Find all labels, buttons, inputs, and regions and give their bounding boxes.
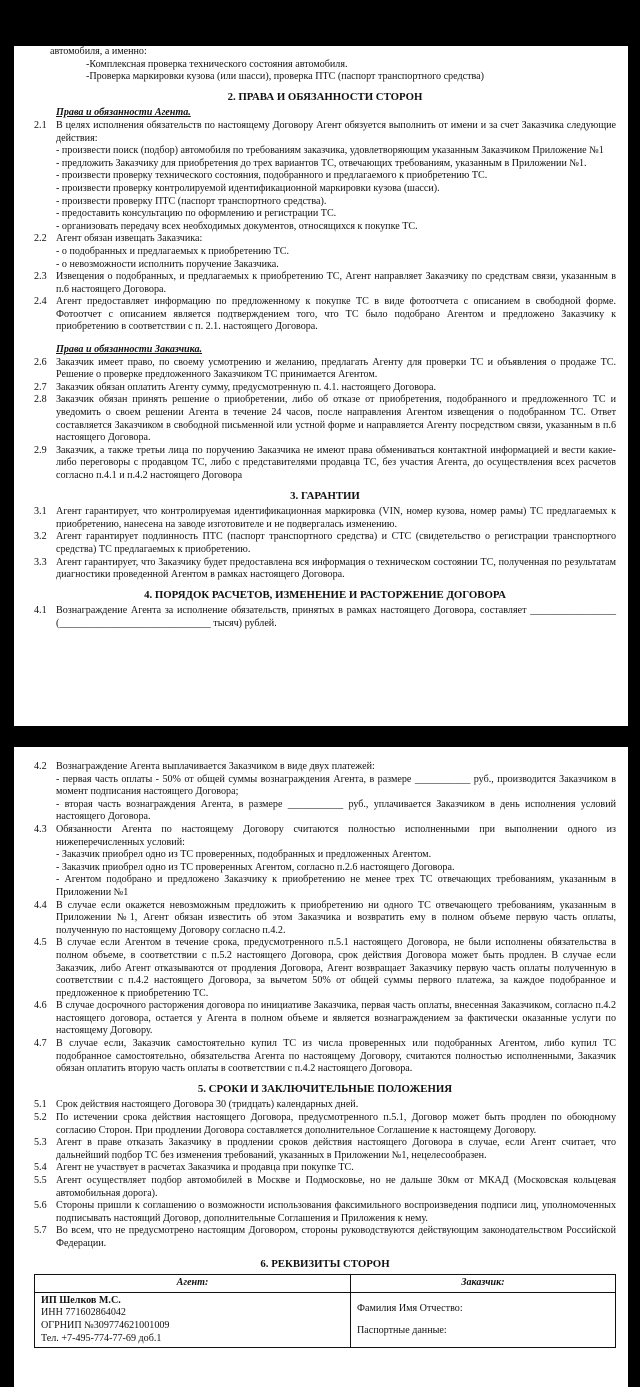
clause-line: - Агентом подобрано и предложено Заказчику к приобретению не менее трех ТС отвечающих требованиям, указанным в Приложении №1 bbox=[56, 874, 616, 898]
clause-number: 5.2 bbox=[34, 1112, 47, 1124]
clause-text bbox=[56, 1225, 616, 1250]
clause-text bbox=[56, 1112, 616, 1137]
clause-text bbox=[56, 605, 616, 630]
clause-number: 2.3 bbox=[34, 271, 47, 283]
clause-text bbox=[56, 394, 616, 444]
clause-3-1 bbox=[34, 506, 616, 531]
clause-line: Агент в праве отказать Заказчику в продлении сроков действия настоящего Договора в случае, если Агент считает, что дальнейший подбор ТС без изменения требований, указанных в Приложении №1, нецелесообразен. bbox=[56, 1137, 616, 1161]
clause-4-6 bbox=[34, 1000, 616, 1038]
document-page-2 bbox=[14, 747, 628, 1387]
page-1-content bbox=[14, 46, 628, 631]
clause-line: В случае досрочного расторжения договора по инициативе Заказчика, первая часть оплаты, внесенная Заказчиком, согласно п.4.2 настоящего договора, остается у Агента в полном объеме и является вознаграждением за фактически оказанные услуги по настоящему Договору. bbox=[56, 1000, 616, 1037]
intro-line: автомобиля, а именно: bbox=[50, 46, 147, 57]
clause-2-3 bbox=[34, 271, 616, 296]
clause-number: 4.1 bbox=[34, 605, 47, 617]
clause-line: - Заказчик приобрел одно из ТС проверенных, подобранных и предложенных Агентом. bbox=[56, 849, 432, 861]
clause-line: Срок действия настоящего Договора 30 (тридцать) календарных дней. bbox=[56, 1099, 359, 1111]
clause-line: В случае если окажется невозможным предложить к приобретению ни одного ТС отвечающего требованиям, указанным в Приложении №1, Агент обязан известить об этом Заказчика и возвратить ему в полном объеме первую часть оплаты, полученную по настоящему Договору согласно п.4.2. bbox=[56, 899, 616, 936]
clause-line: - вторая часть вознаграждения Агента, в размере ___________ руб., уплачивается Заказчиком в день исполнения условий настоящего Договора. bbox=[56, 798, 616, 823]
clause-line: - о невозможности исполнить поручение Заказчика. bbox=[56, 258, 279, 270]
clause-line: - произвести проверку ПТС (паспорт транспортного средства). bbox=[56, 195, 327, 207]
clause-text bbox=[56, 506, 616, 531]
clause-text bbox=[56, 120, 616, 233]
agent-inn: ИНН 771602864042 bbox=[41, 1307, 126, 1319]
clause-line: Стороны пришли к соглашению о возможности использования факсимильного воспроизведения подписи лиц, уполномоченных подписывать настоящий Договор, дополнительные Соглашения и Приложения к нему. bbox=[56, 1200, 616, 1224]
clause-number: 4.3 bbox=[34, 823, 47, 835]
clause-5-5 bbox=[34, 1175, 616, 1200]
clause-5-2 bbox=[34, 1112, 616, 1137]
agent-rights-subheading: Права и обязанности Агента. bbox=[56, 107, 191, 119]
clause-line: По истечении срока действия настоящего Договора, предусмотренного п.5.1, Договор может быть продлен по обоюдному согласию Сторон. При продлении Договора составляется дополнительное Соглашение к настоящему Договору. bbox=[56, 1112, 616, 1136]
clause-number: 4.6 bbox=[34, 1000, 47, 1012]
clause-number: 2.9 bbox=[34, 444, 47, 456]
clause-line: В случае если Агентом в течение срока, предусмотренного п.5.1 настоящего Договора, не были исполнены обязательства в полном объеме, в соответствии с п.5.2 настоящего Договора, срок действия Договора может быть продлен. В случае если Заказчик, либо Агент отказываются от продления Договора, Агент возвращает Заказчику первую часть оплаты полученную в соответствии с п.4.2 настоящего Договора, за вычетом 50% от общей суммы первого платежа, за каждое подобранное и предложенное к приобретению ТС. bbox=[56, 937, 616, 999]
agent-name: ИП Шелков М.С. bbox=[41, 1294, 121, 1306]
clause-text bbox=[56, 1038, 616, 1076]
clause-line: - предоставить консультацию по оформлению и регистрации ТС. bbox=[56, 208, 337, 220]
document-page-1 bbox=[14, 46, 628, 726]
clause-line: Заказчик, а также третьи лица по поручению Заказчика не имеют права обмениваться контактной информацией и вести какие-либо переговоры с продавцом ТС, либо с представителями продавца ТС, без участия Агента, до осуществления всех расчетов согласно п.4.1 и п.4.2 настоящего Договора bbox=[56, 444, 616, 481]
clause-2-4 bbox=[34, 296, 616, 334]
clause-4-1 bbox=[34, 605, 616, 630]
section-2-client-clauses bbox=[34, 357, 616, 483]
clause-text bbox=[56, 761, 616, 824]
clause-line: Агент гарантирует подлинность ПТС (паспорт транспортного средства) и СТС (свидетельство о регистрации транспортного средства) ТС предлагаемых к приобретению. bbox=[56, 531, 616, 555]
section-3-heading: 3. ГАРАНТИИ bbox=[290, 489, 360, 502]
clause-4-5 bbox=[34, 937, 616, 1000]
intro-line: -Проверка маркировки кузова (или шасси), проверка ПТС (паспорт транспортного средства) bbox=[86, 71, 484, 83]
section-4-clauses-cont bbox=[34, 761, 616, 1076]
clause-3-3 bbox=[34, 557, 616, 582]
clause-text bbox=[56, 900, 616, 938]
clause-number: 4.2 bbox=[34, 761, 47, 772]
clause-line: Агент гарантирует, что Заказчику будет предоставлена вся информация о техническом состоянии ТС, полученная по результатам диагностики проведенной Агентом в рамках настоящего Договора. bbox=[56, 556, 616, 581]
clause-4-7 bbox=[34, 1038, 616, 1076]
clause-number: 5.3 bbox=[34, 1137, 47, 1149]
clause-5-3 bbox=[34, 1137, 616, 1162]
clause-text bbox=[56, 382, 616, 395]
clause-3-2 bbox=[34, 531, 616, 556]
clause-line: В случае если, Заказчик самостоятельно купил ТС из числа проверенных или подобранных Агентом, либо купил ТС подобранное самостоятельно, обязательства Агента по настоящему Договору, считаются полностью исполненными, Заказчик обязан оплатить вторую часть оплаты в соответствии с п.4.2 настоящего Договора. bbox=[56, 1038, 616, 1075]
clause-number: 2.8 bbox=[34, 394, 47, 406]
clause-number: 3.2 bbox=[34, 531, 47, 543]
clause-text bbox=[56, 531, 616, 556]
clause-number: 5.4 bbox=[34, 1162, 47, 1174]
intro-line: -Комплексная проверка технического состояния автомобиля. bbox=[86, 58, 348, 70]
agent-phone: Тел. +7-495-774-77-69 доб.1 bbox=[41, 1332, 162, 1344]
clause-line: - первая часть оплаты - 50% от общей суммы вознаграждения Агента, в размере ___________ руб., производится Заказчиком в момент подписания настоящего Договора; bbox=[56, 773, 616, 798]
client-rights-subheading: Права и обязанности Заказчика. bbox=[56, 344, 203, 356]
clause-line: Агент не участвует в расчетах Заказчика и продавца при покупке ТС. bbox=[56, 1162, 354, 1174]
clause-text bbox=[56, 271, 616, 296]
clause-2-2 bbox=[34, 233, 616, 271]
client-passport-label: Паспортные данные: bbox=[356, 1325, 447, 1337]
clause-number: 4.4 bbox=[34, 899, 47, 911]
clause-text bbox=[56, 557, 616, 582]
clause-number: 5.1 bbox=[34, 1099, 47, 1111]
clause-2-7 bbox=[34, 382, 616, 395]
section-4-clauses-start bbox=[34, 605, 616, 630]
clause-text bbox=[56, 445, 616, 483]
clause-number: 5.7 bbox=[34, 1225, 47, 1237]
clause-number: 2.1 bbox=[34, 119, 47, 131]
clause-line: В целях исполнения обязательств по настоящему Договору Агент обязуется выполнить от имени и за счет Заказчика следующие действия: bbox=[56, 119, 616, 144]
clause-number: 2.2 bbox=[34, 233, 47, 245]
clause-line: - произвести проверку технического состояния, подобранного и предлагаемого к приобретению ТС. bbox=[56, 170, 488, 182]
clause-5-4 bbox=[34, 1162, 616, 1175]
section-2-agent-clauses bbox=[34, 120, 616, 334]
clause-text bbox=[56, 1175, 616, 1200]
clause-4-3 bbox=[34, 824, 616, 900]
clause-number: 4.5 bbox=[34, 937, 47, 949]
clause-line: - произвести поиск (подбор) автомобиля по требованиям заказчика, удовлетворяющим указанным Заказчиком Приложение №1 bbox=[56, 145, 604, 157]
page-2-content bbox=[14, 747, 628, 1348]
clause-line: Обязанности Агента по настоящему Договору считаются полностью исполненными при выполнении одного из нижеперечисленных условий: bbox=[56, 823, 616, 848]
clause-line: Вознаграждение Агента выплачивается Заказчиком в виде двух платежей: bbox=[56, 761, 375, 772]
clause-line: Агент предоставляет информацию по предложенному к покупке ТС в виде фотоотчета с описанием в свободной форме. Фотоотчет с описанием является подтверждением того, что ТС было подобрано Агентом и предложено Заказчику к приобретению в соответствии с п. 2.1. настоящего Договора. bbox=[56, 296, 616, 333]
clause-5-6 bbox=[34, 1200, 616, 1225]
agent-details bbox=[35, 1292, 351, 1347]
clause-number: 2.4 bbox=[34, 296, 47, 308]
clause-line: Во всем, что не предусмотрено настоящим Договором, стороны руководствуются действующим законодательством Российской Федерации. bbox=[56, 1225, 616, 1249]
clause-5-1 bbox=[34, 1099, 616, 1112]
clause-text bbox=[56, 824, 616, 900]
client-fullname-label: Фамилия Имя Отчество: bbox=[356, 1302, 463, 1314]
section-2-heading: 2. ПРАВА И ОБЯЗАННОСТИ СТОРОН bbox=[227, 90, 423, 103]
clause-5-7 bbox=[34, 1225, 616, 1250]
clause-2-1 bbox=[34, 120, 616, 233]
section-6-heading: 6. РЕКВИЗИТЫ СТОРОН bbox=[260, 1257, 390, 1270]
clause-line: Агент гарантирует, что контролируемая идентификационная маркировка (VIN, номер кузова, номер рамы) ТС предлагаемых к приобретению, нанесена на заводе изготовителе и не подвергалась изменению. bbox=[56, 506, 616, 530]
clause-line: - Заказчик приобрел одно из ТС проверенных Агентом, согласно п.2.6 настоящего Договора. bbox=[56, 861, 455, 873]
clause-text bbox=[56, 296, 616, 334]
clause-line: - организовать передачу всех необходимых документов, относящихся к покупке ТС. bbox=[56, 220, 418, 232]
clause-text bbox=[56, 1137, 616, 1162]
section-4-heading: 4. ПОРЯДОК РАСЧЕТОВ, ИЗМЕНЕНИЕ И РАСТОРЖЕНИЕ ДОГОВОРА bbox=[144, 588, 506, 601]
clause-text bbox=[56, 1000, 616, 1038]
client-details bbox=[350, 1292, 615, 1347]
clause-line: Заказчик имеет право, по своему усмотрению и желанию, предлагать Агенту для проверки ТС и объявления о продаже ТС. Решение о проверке предложенного Заказчиком ТС принимается Агентом. bbox=[56, 356, 616, 381]
clause-text bbox=[56, 1162, 616, 1175]
clause-text bbox=[56, 1099, 616, 1112]
section-5-clauses bbox=[34, 1099, 616, 1250]
clause-4-4 bbox=[34, 900, 616, 938]
clause-text bbox=[56, 357, 616, 382]
client-column-header: Заказчик: bbox=[350, 1275, 615, 1293]
clause-line: Извещения о подобранных, и предлагаемых к приобретению ТС, Агент направляет Заказчику по средствам связи, указанным в п.6 настоящего Договора. bbox=[56, 271, 616, 295]
clause-line: Агент осуществляет подбор автомобилей в Москве и Подмосковье, но не дальше 30км от МКАД (Московская кольцевая автомобильная дорога). bbox=[56, 1175, 616, 1199]
agent-ogrnip: ОГРНИП №309774621001009 bbox=[41, 1319, 170, 1331]
clause-number: 3.3 bbox=[34, 556, 47, 568]
clause-line: Вознаграждение Агента за исполнение обязательств, принятых в рамках настоящего Договора, составляет _________________ (______________________________ тысяч) рублей. bbox=[56, 605, 616, 629]
clause-2-6 bbox=[34, 357, 616, 382]
section-5-heading: 5. СРОКИ И ЗАКЛЮЧИТЕЛЬНЫЕ ПОЛОЖЕНИЯ bbox=[197, 1082, 453, 1095]
clause-number: 2.6 bbox=[34, 356, 47, 368]
clause-line: - о подобранных и предлагаемых к приобретению ТС. bbox=[56, 245, 289, 257]
clause-line: Заказчик обязан принять решение о приобретении, либо об отказе от приобретения, подобранного и предложенного ТС и уведомить о своем решении Агента в течение 24 часов, после направления Агентом извещения о подобранном ТС. Ответ составляется Заказчиком в свободной письменной или устной форме и направляется Агенту посредством связи, указанным в п.6 настоящего Договора. bbox=[56, 394, 616, 444]
clause-line: Агент обязан извещать Заказчика: bbox=[56, 233, 203, 245]
requisites-table bbox=[34, 1274, 616, 1348]
clause-text bbox=[56, 937, 616, 1000]
clause-number: 5.6 bbox=[34, 1200, 47, 1212]
clause-number: 2.7 bbox=[34, 381, 47, 393]
intro-block bbox=[34, 46, 616, 84]
clause-number: 5.5 bbox=[34, 1175, 47, 1186]
clause-2-8 bbox=[34, 394, 616, 444]
clause-line: - произвести проверку контролируемой идентификационной маркировки кузова (шасси). bbox=[56, 182, 440, 194]
clause-line: - предложить Заказчику для приобретения до трех вариантов ТС, отвечающих требованиям, указанным в Приложении №1. bbox=[56, 157, 587, 169]
clause-text bbox=[56, 1200, 616, 1225]
clause-number: 4.7 bbox=[34, 1038, 47, 1050]
clause-line: Заказчик обязан оплатить Агенту сумму, предусмотренную п. 4.1. настоящего Договора. bbox=[56, 381, 436, 393]
section-3-clauses bbox=[34, 506, 616, 582]
clause-2-9 bbox=[34, 445, 616, 483]
clause-text bbox=[56, 233, 616, 271]
agent-column-header: Агент: bbox=[35, 1275, 351, 1293]
clause-number: 3.1 bbox=[34, 506, 47, 518]
clause-4-2 bbox=[34, 761, 616, 824]
